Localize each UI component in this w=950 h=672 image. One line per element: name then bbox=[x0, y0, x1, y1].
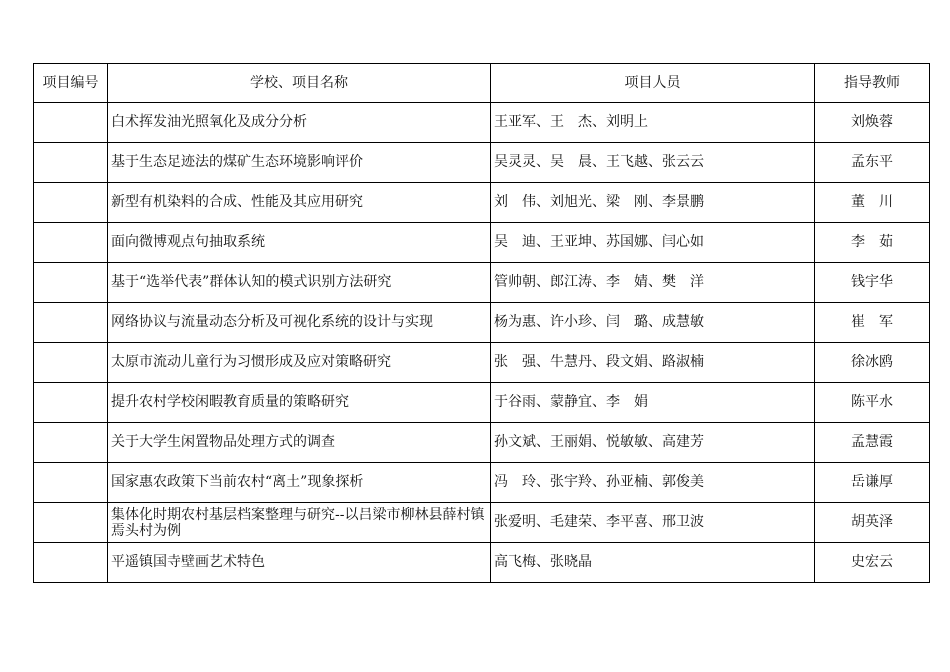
project-id-cell bbox=[34, 383, 108, 423]
teacher-cell: 刘焕蓉 bbox=[815, 103, 930, 143]
header-members: 项目人员 bbox=[491, 64, 815, 103]
project-id-cell bbox=[34, 183, 108, 223]
project-name-cell: 集体化时期农村基层档案整理与研究--以吕梁市柳林县薛村镇焉头村为例 bbox=[108, 503, 491, 543]
project-id-cell bbox=[34, 103, 108, 143]
members-cell: 刘 伟、刘旭光、梁 刚、李景鹏 bbox=[491, 183, 815, 223]
table-row bbox=[34, 503, 930, 543]
project-name-cell: 基于“选举代表”群体认知的模式识别方法研究 bbox=[108, 263, 491, 303]
project-name-cell: 关于大学生闲置物品处理方式的调查 bbox=[108, 423, 491, 463]
project-name-cell: 白术挥发油光照氧化及成分分析 bbox=[108, 103, 491, 143]
project-id-cell bbox=[34, 423, 108, 463]
teacher-cell: 史宏云 bbox=[815, 543, 930, 583]
project-id-cell bbox=[34, 143, 108, 183]
table-row bbox=[34, 343, 930, 383]
project-id-cell bbox=[34, 503, 108, 543]
project-id-cell bbox=[34, 303, 108, 343]
members-cell: 高飞梅、张晓晶 bbox=[491, 543, 815, 583]
project-name-cell: 国家惠农政策下当前农村“离土”现象探析 bbox=[108, 463, 491, 503]
members-cell: 冯 玲、张宇羚、孙亚楠、郭俊美 bbox=[491, 463, 815, 503]
project-id-cell bbox=[34, 263, 108, 303]
header-teacher: 指导教师 bbox=[815, 64, 930, 103]
teacher-cell: 胡英泽 bbox=[815, 503, 930, 543]
members-cell: 孙文斌、王丽娟、悦敏敏、高建芳 bbox=[491, 423, 815, 463]
members-cell: 王亚军、王 杰、刘明上 bbox=[491, 103, 815, 143]
teacher-cell: 孟东平 bbox=[815, 143, 930, 183]
teacher-cell: 孟慧霞 bbox=[815, 423, 930, 463]
teacher-cell: 岳谦厚 bbox=[815, 463, 930, 503]
members-cell: 吴灵灵、吴 晨、王飞越、张云云 bbox=[491, 143, 815, 183]
table-row bbox=[34, 463, 930, 503]
table-header-row bbox=[34, 64, 930, 103]
project-name-cell: 太原市流动儿童行为习惯形成及应对策略研究 bbox=[108, 343, 491, 383]
project-name-cell: 新型有机染料的合成、性能及其应用研究 bbox=[108, 183, 491, 223]
project-id-cell bbox=[34, 223, 108, 263]
project-name-cell: 基于生态足迹法的煤矿生态环境影响评价 bbox=[108, 143, 491, 183]
project-id-cell bbox=[34, 343, 108, 383]
project-id-cell bbox=[34, 543, 108, 583]
teacher-cell: 陈平水 bbox=[815, 383, 930, 423]
teacher-cell: 钱宇华 bbox=[815, 263, 930, 303]
members-cell: 吴 迪、王亚坤、苏国娜、闫心如 bbox=[491, 223, 815, 263]
project-name-cell: 面向微博观点句抽取系统 bbox=[108, 223, 491, 263]
project-name-cell: 平遥镇国寺壁画艺术特色 bbox=[108, 543, 491, 583]
table-row bbox=[34, 383, 930, 423]
table-row bbox=[34, 103, 930, 143]
members-cell: 杨为惠、许小珍、闫 璐、成慧敏 bbox=[491, 303, 815, 343]
members-cell: 管帅朝、郎江涛、李 婧、樊 洋 bbox=[491, 263, 815, 303]
project-name-cell: 网络协议与流量动态分析及可视化系统的设计与实现 bbox=[108, 303, 491, 343]
teacher-cell: 李 茹 bbox=[815, 223, 930, 263]
table-row bbox=[34, 143, 930, 183]
teacher-cell: 崔 军 bbox=[815, 303, 930, 343]
table-row bbox=[34, 543, 930, 583]
header-project-id: 项目编号 bbox=[34, 64, 108, 103]
teacher-cell: 徐冰鸥 bbox=[815, 343, 930, 383]
table-row bbox=[34, 423, 930, 463]
table-row bbox=[34, 183, 930, 223]
members-cell: 张爱明、毛建荣、李平喜、邢卫波 bbox=[491, 503, 815, 543]
members-cell: 于谷雨、蒙静宜、李 娟 bbox=[491, 383, 815, 423]
table-row bbox=[34, 263, 930, 303]
header-project-name: 学校、项目名称 bbox=[108, 64, 491, 103]
table-row bbox=[34, 303, 930, 343]
project-name-cell: 提升农村学校闲暇教育质量的策略研究 bbox=[108, 383, 491, 423]
members-cell: 张 强、牛慧丹、段文娟、路淑楠 bbox=[491, 343, 815, 383]
project-id-cell bbox=[34, 463, 108, 503]
project-table bbox=[33, 63, 930, 583]
table-row bbox=[34, 223, 930, 263]
teacher-cell: 董 川 bbox=[815, 183, 930, 223]
